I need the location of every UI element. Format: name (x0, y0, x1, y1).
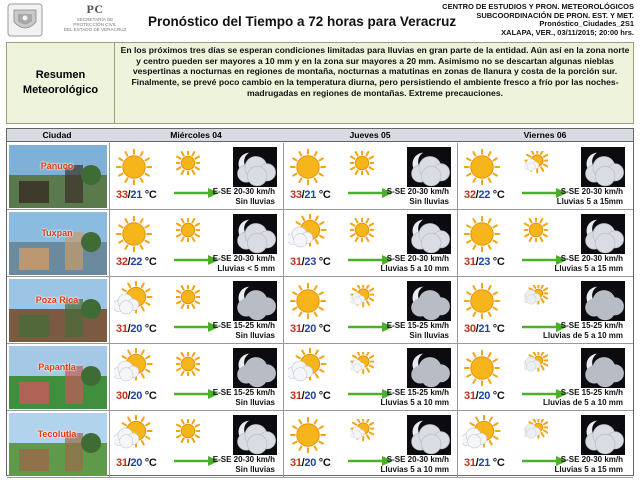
weather-summary (6, 42, 634, 124)
city-name: Papantla (38, 362, 76, 372)
day-weather-icon-wrap (462, 348, 502, 388)
temp-max: 31 (464, 457, 476, 469)
afternoon-weather-icon-wrap (524, 151, 548, 175)
partly-cloudy-icon (288, 348, 328, 388)
wind-and-rain (387, 187, 449, 206)
moon-cloud-icon (233, 281, 277, 321)
city-photo-frame (9, 346, 107, 409)
moon-cloud-icon (407, 348, 451, 388)
page-header (0, 0, 640, 40)
sunny-icon (462, 348, 502, 388)
afternoon-weather-icon-wrap (350, 151, 374, 175)
wind-text: E-SE 20-30 km/h (212, 187, 275, 196)
afternoon-weather-icon-wrap (350, 285, 374, 309)
temp-unit: °C (316, 189, 331, 201)
issuer-line: SUBCOORDINACIÓN DE PRON. EST. Y MET. (476, 10, 634, 20)
rain-text: Lluvias de 5 a 10 mm (542, 397, 623, 407)
moon-cloud-icon (407, 415, 451, 455)
table-row (7, 143, 633, 210)
issuer-line: Pronóstico_Ciudades_2S1 (539, 19, 634, 29)
city-photo (9, 413, 107, 476)
page-title: Pronóstico del Tiempo a 72 horas para Veracruz (148, 14, 457, 29)
temp-min: 22 (130, 256, 143, 268)
moon-cloud-icon (581, 415, 625, 455)
wind-and-rain (381, 388, 449, 407)
night-weather-icon-wrap (581, 147, 625, 187)
rain-text: Lluvias 5 a 10 mm (380, 263, 449, 273)
forecast-cell (109, 143, 281, 209)
cloudy-icon (524, 352, 548, 376)
sunny-icon (114, 147, 154, 187)
rain-text: Lluvias de 5 a 10 mm (542, 330, 623, 340)
afternoon-weather-icon-wrap (176, 285, 200, 309)
moon-cloud-icon (233, 214, 277, 254)
temperature (290, 323, 331, 335)
afternoon-weather-icon-wrap (176, 151, 200, 175)
moon-cloud-icon (407, 147, 451, 187)
wind-text: E-SE 15-25 km/h (386, 321, 449, 330)
table-row (7, 411, 633, 478)
temp-max: 32 (464, 189, 476, 201)
wind-text: E-SE 20-30 km/h (212, 455, 275, 464)
city-name: Pánuco (40, 161, 74, 171)
sunny-icon (288, 415, 328, 455)
temp-min: 20 (478, 390, 491, 402)
agency-sub-line: PROTECCIÓN CIVIL (73, 22, 117, 28)
wind-and-rain (213, 321, 275, 340)
temp-separator: / (475, 323, 479, 335)
temp-min: 23 (304, 256, 317, 268)
sunny-icon (288, 281, 328, 321)
issuer-line: CENTRO DE ESTUDIOS Y PRON. METEOROLÓGICOS (442, 2, 634, 11)
table-row (7, 210, 633, 277)
sunny-icon (288, 147, 328, 187)
wind-and-rain (213, 187, 275, 206)
temp-max: 33 (290, 189, 302, 201)
column-header-day: Jueves 05 (349, 130, 391, 140)
sunny-icon (462, 281, 502, 321)
night-weather-icon-wrap (233, 214, 277, 254)
temp-min: 20 (304, 457, 317, 469)
partly-cloudy-icon (114, 415, 154, 455)
rain-text: Lluvias 5 a 15 mm (554, 464, 623, 474)
forecast-cell (283, 277, 455, 343)
city-photo-frame (9, 145, 107, 208)
sunny-icon (462, 214, 502, 254)
rain-text: Lluvias < 5 mm (217, 263, 275, 273)
temp-unit: °C (316, 323, 331, 335)
afternoon-weather-icon-wrap (524, 285, 548, 309)
city-photo (9, 212, 107, 275)
temp-min: 20 (304, 323, 317, 335)
day-weather-icon-wrap (288, 214, 328, 254)
night-weather-icon-wrap (581, 214, 625, 254)
issuer-line: XALAPA, VER., 03/11/2015; 20:00 hrs. (501, 27, 634, 37)
wind-and-rain (213, 254, 275, 273)
day-weather-icon-wrap (114, 281, 154, 321)
sunny-icon (176, 218, 200, 242)
afternoon-weather-icon-wrap (524, 352, 548, 376)
temp-max: 32 (116, 256, 128, 268)
moon-cloud-icon (581, 147, 625, 187)
afternoon-weather-icon-wrap (524, 218, 548, 242)
moon-cloud-icon (233, 415, 277, 455)
sunny-icon (176, 352, 200, 376)
temperature (116, 457, 157, 469)
wind-text: S-SE 20-30 km/h (560, 187, 623, 196)
temperature (464, 323, 505, 335)
column-header-day: Viernes 06 (523, 130, 567, 140)
summary-text: En los próximos tres días se esperan condiciones limitadas para lluvias en gran parte de la entidad. Aún así en la zona norte y centro pueden ser mayores a 10 mm y en la zona sur mayores a 20 mm. Asimismo no se descartan algunas nieblas vespertinas a nocturnas en regiones de montaña, nocturnas a matutinas en zonas de llanura y costa de la porción sur. Finalmente, se prevé poco cambio en la temperatura diurna, pero persistiendo el ambiente fresco a frío por las noches-madrugadas en regiones de montañas. Extreme precauciones. (120, 45, 630, 98)
temp-separator: / (301, 390, 305, 402)
night-weather-icon-wrap (581, 348, 625, 388)
temperature (290, 256, 331, 268)
temp-min: 20 (130, 323, 143, 335)
temp-max: 30 (116, 390, 128, 402)
temp-separator: / (127, 256, 131, 268)
afternoon-weather-icon-wrap (176, 352, 200, 376)
temp-unit: °C (142, 189, 157, 201)
sunny-icon (176, 285, 200, 309)
sunny-icon (350, 151, 374, 175)
day-weather-icon-wrap (462, 415, 502, 455)
temp-min: 21 (478, 323, 491, 335)
wind-text: E-SE 15-25 km/h (212, 388, 275, 397)
city-photo-frame (9, 279, 107, 342)
forecast-cell (457, 143, 629, 209)
cloudy-icon (524, 419, 548, 443)
night-weather-icon-wrap (407, 281, 451, 321)
afternoon-weather-icon-wrap (524, 419, 548, 443)
wind-and-rain (543, 388, 623, 407)
moon-cloud-icon (407, 281, 451, 321)
temp-max: 30 (464, 323, 476, 335)
temp-unit: °C (490, 390, 505, 402)
forecast-cell (457, 411, 629, 477)
forecast-cell (109, 344, 281, 410)
partly-cloudy-icon (462, 415, 502, 455)
temp-separator: / (301, 189, 305, 201)
wind-and-rain (557, 187, 623, 206)
forecast-cell (457, 210, 629, 276)
temp-min: 20 (130, 390, 143, 402)
day-weather-icon-wrap (288, 281, 328, 321)
sunny-icon (176, 419, 200, 443)
night-weather-icon-wrap (233, 281, 277, 321)
wind-and-rain (381, 254, 449, 273)
afternoon-weather-icon-wrap (176, 419, 200, 443)
wind-and-rain (381, 455, 449, 474)
night-weather-icon-wrap (407, 214, 451, 254)
temperature (116, 189, 157, 201)
forecast-table (6, 128, 634, 476)
temp-unit: °C (142, 457, 157, 469)
day-weather-icon-wrap (114, 415, 154, 455)
forecast-cell (109, 210, 281, 276)
temp-unit: °C (490, 323, 505, 335)
temp-unit: °C (316, 390, 331, 402)
moon-cloud-icon (233, 348, 277, 388)
partly-cloudy-icon (114, 281, 154, 321)
temp-unit: °C (142, 256, 157, 268)
temp-separator: / (127, 457, 131, 469)
temperature (290, 457, 331, 469)
temp-min: 21 (304, 189, 317, 201)
temp-unit: °C (142, 323, 157, 335)
partly-cloudy-icon (114, 348, 154, 388)
wind-text: S-SE 20-30 km/h (386, 254, 449, 263)
temp-max: 31 (464, 390, 476, 402)
temperature (116, 256, 157, 268)
temperature (290, 390, 331, 402)
temperature (116, 390, 157, 402)
afternoon-weather-icon-wrap (350, 352, 374, 376)
temperature (290, 189, 331, 201)
night-weather-icon-wrap (407, 147, 451, 187)
partly-cloudy-icon (350, 352, 374, 376)
temp-separator: / (475, 457, 479, 469)
temp-max: 31 (464, 256, 476, 268)
temp-unit: °C (490, 189, 505, 201)
temp-separator: / (301, 323, 305, 335)
rain-text: Lluvias 5 a 15 mm (554, 263, 623, 273)
temperature (464, 189, 505, 201)
temperature (464, 457, 505, 469)
rain-text: Sin lluvias (235, 397, 275, 407)
temperature (116, 323, 157, 335)
temp-max: 31 (290, 390, 302, 402)
forecast-cell (283, 344, 455, 410)
wind-text: E-SE 15-25 km/h (212, 321, 275, 330)
table-row (7, 344, 633, 411)
forecast-cell (283, 411, 455, 477)
forecast-cell (109, 277, 281, 343)
temp-max: 31 (116, 323, 128, 335)
sunny-icon (176, 151, 200, 175)
partly-cloudy-icon (524, 151, 548, 175)
agency-block (50, 2, 140, 33)
cloudy-icon (524, 285, 548, 309)
temp-unit: °C (490, 457, 505, 469)
wind-and-rain (213, 455, 275, 474)
temp-separator: / (475, 189, 479, 201)
city-name: Tuxpan (41, 228, 73, 238)
wind-text: S-SE 20-30 km/h (560, 254, 623, 263)
temp-max: 33 (116, 189, 128, 201)
wind-text: E-SE 20-30 km/h (212, 254, 275, 263)
rain-text: Sin lluvias (235, 330, 275, 340)
temp-max: 31 (290, 323, 302, 335)
temp-unit: °C (316, 457, 331, 469)
agency-sub-line: DEL ESTADO DE VERACRUZ (63, 27, 127, 33)
temperature (464, 390, 505, 402)
city-name: Poza Rica (35, 295, 79, 305)
rain-text: Sin lluvias (409, 196, 449, 206)
forecast-cell (457, 277, 629, 343)
wind-and-rain (387, 321, 449, 340)
temp-max: 31 (116, 457, 128, 469)
temp-max: 31 (290, 457, 302, 469)
table-row (7, 277, 633, 344)
city-photo-frame (9, 212, 107, 275)
moon-cloud-icon (581, 348, 625, 388)
agency-name: PC (86, 2, 104, 16)
temp-min: 21 (130, 189, 143, 201)
summary-label: Resumen Meteorológico (7, 43, 115, 123)
forecast-cell (457, 344, 629, 410)
column-header-city: Ciudad (42, 130, 72, 140)
moon-cloud-icon (581, 214, 625, 254)
state-seal-icon (6, 2, 44, 38)
forecast-cell (109, 411, 281, 477)
rain-text: Lluvias 5 a 10 mm (380, 464, 449, 474)
rain-text: Sin lluvias (235, 464, 275, 474)
city-name: Tecolutla (37, 429, 77, 439)
city-photo (9, 145, 107, 208)
temp-separator: / (127, 189, 131, 201)
temp-unit: °C (316, 256, 331, 268)
temp-unit: °C (142, 390, 157, 402)
rain-text: Lluvias 5 a 15mm (556, 196, 623, 206)
night-weather-icon-wrap (581, 415, 625, 455)
sunny-icon (350, 218, 374, 242)
afternoon-weather-icon-wrap (350, 419, 374, 443)
wind-text: S-SE 20-30 km/h (560, 455, 623, 464)
day-weather-icon-wrap (114, 147, 154, 187)
moon-cloud-icon (581, 281, 625, 321)
day-weather-icon-wrap (288, 147, 328, 187)
temperature (464, 256, 505, 268)
partly-cloudy-icon (350, 285, 374, 309)
day-weather-icon-wrap (288, 415, 328, 455)
temp-min: 23 (478, 256, 491, 268)
column-header-day: Miércoles 04 (170, 130, 222, 140)
temp-max: 31 (290, 256, 302, 268)
night-weather-icon-wrap (233, 415, 277, 455)
temp-separator: / (127, 323, 131, 335)
wind-and-rain (555, 254, 623, 273)
temp-separator: / (475, 256, 479, 268)
sunny-icon (524, 218, 548, 242)
wind-and-rain (555, 455, 623, 474)
rain-text: Sin lluvias (235, 196, 275, 206)
table-header (7, 129, 633, 142)
night-weather-icon-wrap (581, 281, 625, 321)
day-weather-icon-wrap (462, 214, 502, 254)
sunny-icon (462, 147, 502, 187)
sunny-icon (114, 214, 154, 254)
partly-cloudy-icon (350, 419, 374, 443)
temp-separator: / (301, 457, 305, 469)
night-weather-icon-wrap (233, 348, 277, 388)
day-weather-icon-wrap (462, 147, 502, 187)
forecast-cell (283, 143, 455, 209)
day-weather-icon-wrap (114, 214, 154, 254)
temp-min: 20 (304, 390, 317, 402)
issuer-info (442, 3, 634, 37)
moon-cloud-icon (233, 147, 277, 187)
wind-text: S-SE 20-30 km/h (386, 187, 449, 196)
wind-text: S-SE 20-30 km/h (386, 455, 449, 464)
temp-min: 22 (478, 189, 491, 201)
night-weather-icon-wrap (407, 415, 451, 455)
temp-separator: / (301, 256, 305, 268)
temp-separator: / (475, 390, 479, 402)
city-photo (9, 279, 107, 342)
day-weather-icon-wrap (114, 348, 154, 388)
rain-text: Lluvias 5 a 10 mm (380, 397, 449, 407)
temp-separator: / (127, 390, 131, 402)
wind-text: E-SE 15-25 km/h (386, 388, 449, 397)
wind-text: S-SE 15-25 km/h (560, 388, 623, 397)
forecast-cell (283, 210, 455, 276)
city-photo-frame (9, 413, 107, 476)
city-photo (9, 346, 107, 409)
temp-unit: °C (490, 256, 505, 268)
wind-and-rain (213, 388, 275, 407)
day-weather-icon-wrap (288, 348, 328, 388)
wind-text: S-SE 15-25 km/h (560, 321, 623, 330)
rain-text: Sin lluvias (409, 330, 449, 340)
day-weather-icon-wrap (462, 281, 502, 321)
afternoon-weather-icon-wrap (350, 218, 374, 242)
night-weather-icon-wrap (407, 348, 451, 388)
night-weather-icon-wrap (233, 147, 277, 187)
temp-min: 21 (478, 457, 491, 469)
agency-sub-line: SECRETARÍA DE (76, 17, 114, 22)
afternoon-weather-icon-wrap (176, 218, 200, 242)
temp-min: 20 (130, 457, 143, 469)
wind-and-rain (543, 321, 623, 340)
partly-cloudy-icon (288, 214, 328, 254)
moon-cloud-icon (407, 214, 451, 254)
